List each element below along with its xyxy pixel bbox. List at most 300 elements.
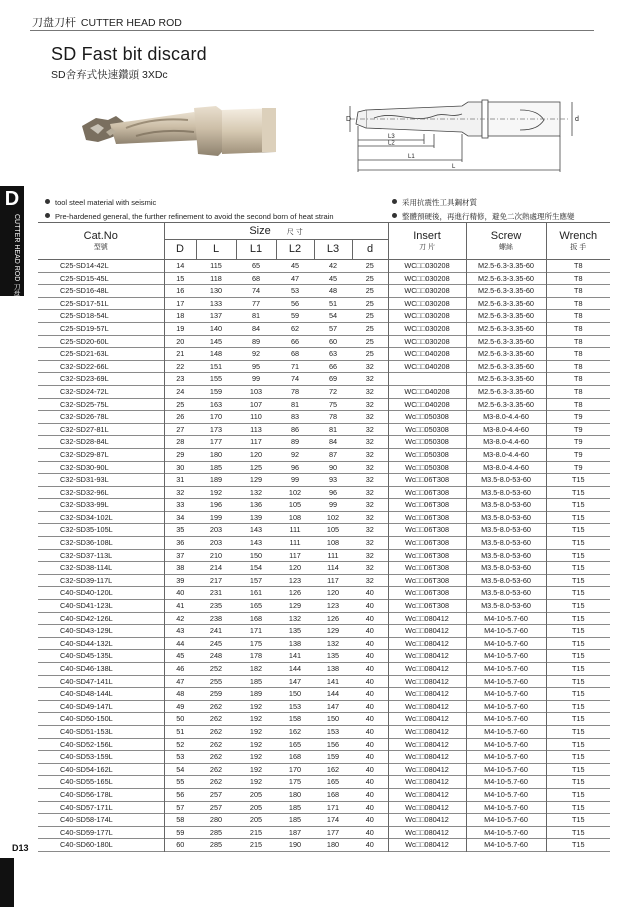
table-row	[38, 272, 610, 285]
table-row	[38, 537, 610, 550]
table-cell: M4-10-5.7-60	[466, 738, 546, 751]
table-cell: 52	[164, 738, 196, 751]
table-row	[38, 348, 610, 361]
table-cell: 23	[164, 373, 196, 386]
table-row	[38, 385, 610, 398]
table-cell: Wc□□080412	[388, 637, 466, 650]
table-cell: 54	[328, 311, 338, 321]
diagram-label-L2: L2	[388, 140, 395, 147]
table-cell: 25	[365, 273, 374, 283]
table-cell: 178	[249, 651, 263, 661]
table-cell: 111	[289, 538, 301, 548]
table-cell: Wc□□080412	[388, 801, 466, 814]
table-cell: T15	[546, 474, 610, 487]
table-cell: 192	[249, 739, 263, 749]
table-cell: 40	[365, 601, 374, 611]
table-cell: 50	[164, 713, 196, 726]
table-cell: 175	[249, 638, 263, 648]
table-cell: 81	[251, 311, 261, 321]
table-cell: T15	[546, 713, 610, 726]
table-row	[38, 461, 610, 474]
table-cell: 75	[328, 399, 338, 409]
table-cell: 162	[326, 764, 340, 774]
table-cell: 68	[290, 349, 300, 359]
table-row	[38, 562, 610, 575]
table-cell: 192	[249, 701, 263, 711]
table-cell: 150	[326, 714, 340, 724]
table-cell: T15	[546, 839, 610, 852]
table-cell: 78	[328, 412, 338, 422]
table-cell: C32-SD27-81L	[60, 424, 109, 434]
table-cell: T15	[546, 738, 610, 751]
table-row	[38, 260, 610, 273]
table-cell: C32-SD33-99L	[60, 500, 109, 510]
table-cell: 153	[326, 726, 340, 736]
table-cell: 102	[326, 512, 340, 522]
table-cell: C32-SD28-84L	[60, 437, 109, 447]
table-cell: 32	[365, 487, 374, 497]
table-cell: T15	[546, 637, 610, 650]
table-cell: 89	[251, 336, 261, 346]
table-cell: 15	[164, 272, 196, 285]
table-cell: 81	[290, 399, 300, 409]
table-cell: T15	[546, 486, 610, 499]
table-cell: 111	[289, 525, 301, 535]
table-cell: T9	[546, 411, 610, 424]
table-cell: C40-SD47-141L	[60, 676, 113, 686]
table-row	[38, 675, 610, 688]
table-cell: 126	[326, 613, 340, 623]
table-cell: M4-10-5.7-60	[466, 625, 546, 638]
table-cell: 102	[288, 487, 302, 497]
dimension-diagram	[344, 96, 594, 176]
table-cell: 74	[251, 286, 261, 296]
table-cell: 45	[328, 273, 338, 283]
table-cell: 105	[288, 500, 302, 510]
table-cell: 74	[290, 374, 300, 384]
drill-photo	[76, 104, 278, 166]
table-cell: 136	[249, 500, 263, 510]
table-cell: 259	[209, 689, 223, 699]
table-cell: T9	[546, 436, 610, 449]
table-cell: 192	[249, 777, 263, 787]
table-cell: 262	[209, 764, 223, 774]
table-cell: WC□□030208	[388, 322, 466, 335]
table-cell: 77	[251, 298, 261, 308]
table-cell: M4-10-5.7-60	[466, 688, 546, 701]
table-cell: 170	[288, 764, 302, 774]
col-header-size: Size 尺 寸	[164, 223, 388, 240]
table-cell: 141	[326, 676, 340, 686]
table-cell: 187	[288, 827, 302, 837]
page-title: SD Fast bit discard	[51, 44, 207, 64]
table-cell: M2.5-6.3-3.35-60	[466, 385, 546, 398]
table-cell: 49	[164, 700, 196, 713]
table-row	[38, 776, 610, 789]
notes-chinese	[392, 196, 575, 224]
table-cell: 241	[209, 626, 223, 636]
table-row	[38, 751, 610, 764]
table-cell: 114	[327, 563, 339, 573]
table-row	[38, 600, 610, 613]
table-cell: C32-SD23-69L	[60, 374, 109, 384]
table-cell: C25-SD14-42L	[60, 261, 109, 270]
table-cell: Wc□□06T308	[388, 474, 466, 487]
table-cell: C32-SD32-96L	[60, 487, 109, 497]
table-cell: C25-SD16-48L	[60, 286, 109, 296]
table-cell: 54	[164, 763, 196, 776]
table-cell: 83	[290, 412, 300, 422]
table-row	[38, 486, 610, 499]
table-cell: M3-8.0-4.4-60	[466, 436, 546, 449]
table-cell: 38	[164, 562, 196, 575]
table-cell: 177	[326, 827, 340, 837]
table-cell: 190	[288, 840, 302, 850]
table-cell: T9	[546, 423, 610, 436]
table-cell: 129	[288, 601, 302, 611]
table-cell: T15	[546, 751, 610, 764]
table-cell: 28	[164, 436, 196, 449]
table-cell: 125	[249, 462, 263, 472]
table-cell: T15	[546, 612, 610, 625]
table-cell: 53	[290, 286, 300, 296]
table-cell: 147	[326, 701, 340, 711]
table-cell: 60	[328, 336, 338, 346]
table-cell: M4-10-5.7-60	[466, 788, 546, 801]
table-cell: Wc□□06T308	[388, 549, 466, 562]
table-row	[38, 549, 610, 562]
table-cell: Wc□□080412	[388, 625, 466, 638]
table-cell: M4-10-5.7-60	[466, 839, 546, 852]
table-cell: Wc□□080412	[388, 763, 466, 776]
table-cell: C32-SD22-66L	[60, 361, 109, 371]
table-cell: 37	[164, 549, 196, 562]
page-number: D13	[12, 843, 29, 853]
table-cell: 126	[288, 588, 302, 598]
table-cell: 132	[249, 487, 263, 497]
table-cell: 63	[328, 349, 338, 359]
table-cell: 132	[288, 613, 302, 623]
table-cell: 157	[249, 575, 263, 585]
table-cell: 20	[164, 335, 196, 348]
table-row	[38, 738, 610, 751]
table-cell: T8	[546, 310, 610, 323]
table-cell: M2.5-6.3-3.35-60	[466, 310, 546, 323]
table-cell: T15	[546, 537, 610, 550]
note-item: Pre-hardened general, the further refinement to avoid the second born of heat strain	[45, 210, 334, 224]
table-cell: 71	[290, 361, 300, 371]
table-cell: 27	[164, 423, 196, 436]
table-cell: 231	[209, 588, 223, 598]
table-cell: WC□□040208	[388, 398, 466, 411]
table-cell: 210	[209, 550, 223, 560]
table-cell: C32-SD26-78L	[60, 412, 109, 422]
table-cell: C32-SD34-102L	[60, 512, 113, 522]
table-cell: C40-SD45-135L	[60, 651, 113, 661]
table-cell: 40	[365, 815, 374, 825]
table-cell: Wc□□06T308	[388, 486, 466, 499]
table-cell: 29	[164, 448, 196, 461]
table-cell: 137	[209, 311, 223, 321]
table-cell: 133	[209, 298, 223, 308]
table-cell: 262	[209, 701, 223, 711]
diagram-label-d: d	[575, 116, 579, 123]
table-row	[38, 700, 610, 713]
table-row	[38, 625, 610, 638]
table-cell: C40-SD50-150L	[60, 714, 113, 724]
table-cell: 32	[365, 538, 374, 548]
table-cell: T8	[546, 297, 610, 310]
table-cell: 81	[328, 424, 338, 434]
table-cell: 40	[365, 752, 374, 762]
table-cell: M4-10-5.7-60	[466, 637, 546, 650]
table-cell: 21	[164, 348, 196, 361]
table-cell: 40	[365, 726, 374, 736]
table-cell: C40-SD52-156L	[60, 739, 113, 749]
table-row	[38, 839, 610, 852]
table-cell: M4-10-5.7-60	[466, 650, 546, 663]
table-row	[38, 285, 610, 298]
table-row	[38, 499, 610, 512]
table-cell: C32-SD25-75L	[60, 399, 109, 409]
table-row	[38, 801, 610, 814]
table-cell: M4-10-5.7-60	[466, 713, 546, 726]
table-cell: T15	[546, 587, 610, 600]
table-cell: C25-SD17-51L	[60, 298, 109, 308]
col-header-insert: Insert 刀 片	[388, 223, 466, 260]
table-cell: C40-SD49-147L	[60, 701, 113, 711]
table-cell: 39	[164, 574, 196, 587]
table-cell: 51	[328, 298, 338, 308]
table-cell: T8	[546, 322, 610, 335]
table-cell: M2.5-6.3-3.35-60	[466, 297, 546, 310]
table-cell: 135	[288, 626, 302, 636]
table-cell: 262	[209, 752, 223, 762]
table-cell: 192	[209, 487, 223, 497]
table-cell: T8	[546, 348, 610, 361]
table-cell: 43	[164, 625, 196, 638]
table-cell: 154	[249, 563, 263, 573]
table-cell: 245	[209, 638, 223, 648]
table-row	[38, 335, 610, 348]
table-cell: 192	[249, 764, 263, 774]
table-cell: 51	[164, 725, 196, 738]
table-cell: 103	[249, 386, 263, 396]
header-english: CUTTER HEAD ROD	[80, 17, 182, 29]
table-cell: WC□□040208	[388, 360, 466, 373]
note-item: tool steel material with seismic	[45, 196, 334, 210]
table-cell: T15	[546, 600, 610, 613]
table-cell: 32	[365, 424, 374, 434]
table-cell: 129	[326, 626, 340, 636]
table-cell: WC□□030208	[388, 335, 466, 348]
table-cell: Wc□□080412	[388, 713, 466, 726]
col-header-L: L	[196, 240, 236, 260]
table-cell: T15	[546, 574, 610, 587]
table-cell: Wc□□080412	[388, 675, 466, 688]
table-row	[38, 474, 610, 487]
table-cell: T15	[546, 700, 610, 713]
table-cell: 214	[209, 563, 223, 573]
table-cell: Wc□□080412	[388, 826, 466, 839]
table-cell: C32-SD29-87L	[60, 449, 109, 459]
table-cell: 42	[164, 612, 196, 625]
table-cell: M3.5-8.0-53-60	[466, 600, 546, 613]
table-cell: C32-SD39-117L	[60, 575, 113, 585]
table-row	[38, 511, 610, 524]
col-header-D: D	[164, 240, 196, 260]
table-cell: 92	[290, 449, 300, 459]
table-cell: 168	[326, 789, 340, 799]
table-cell: T8	[546, 335, 610, 348]
table-cell: M3.5-8.0-53-60	[466, 574, 546, 587]
table-cell: 65	[251, 261, 261, 270]
table-cell: 32	[365, 512, 374, 522]
table-cell: 32	[365, 500, 374, 510]
table-cell: 36	[164, 537, 196, 550]
table-row	[38, 763, 610, 776]
table-cell: Wc□□080412	[388, 612, 466, 625]
table-cell: 86	[290, 424, 300, 434]
table-cell: 72	[328, 386, 338, 396]
table-cell: 32	[365, 550, 374, 560]
bullet-icon	[45, 199, 50, 204]
table-cell: 140	[209, 323, 223, 333]
table-cell: T15	[546, 675, 610, 688]
col-header-d: d	[352, 240, 388, 260]
table-cell: 32	[365, 399, 374, 409]
table-cell: 156	[326, 739, 340, 749]
table-cell: T8	[546, 373, 610, 386]
table-row	[38, 448, 610, 461]
col-header-wrench: Wrench 扳 手	[546, 223, 610, 260]
table-cell: 155	[209, 374, 223, 384]
table-cell: 248	[209, 651, 223, 661]
table-cell: C40-SD57-171L	[60, 802, 113, 812]
table-cell: 153	[288, 701, 302, 711]
col-header-L2: L2	[276, 240, 314, 260]
table-cell: 69	[328, 374, 338, 384]
table-cell: 150	[288, 689, 302, 699]
table-cell: 199	[209, 512, 223, 522]
table-cell: 40	[365, 777, 374, 787]
table-cell: M3.5-8.0-53-60	[466, 562, 546, 575]
table-cell: 205	[249, 815, 263, 825]
table-cell: 203	[209, 525, 223, 535]
table-cell: 66	[290, 336, 300, 346]
table-cell: 90	[328, 462, 338, 472]
table-cell: C40-SD54-162L	[60, 764, 113, 774]
table-cell: Wc□□06T308	[388, 499, 466, 512]
table-row	[38, 612, 610, 625]
table-cell: 108	[288, 512, 302, 522]
table-cell: 40	[365, 638, 374, 648]
table-cell: 99	[328, 500, 338, 510]
table-cell: T8	[546, 260, 610, 273]
table-cell: 33	[164, 499, 196, 512]
table-cell: 60	[164, 839, 196, 852]
table-cell: 40	[365, 689, 374, 699]
table-cell: 40	[365, 789, 374, 799]
table-cell: 165	[326, 777, 340, 787]
table-row	[38, 436, 610, 449]
table-cell: C40-SD60-180L	[60, 840, 113, 850]
table-cell: 180	[326, 840, 340, 850]
bullet-icon	[392, 199, 397, 204]
table-cell: Wc□□050308	[388, 411, 466, 424]
table-cell: 180	[288, 789, 302, 799]
page-subtitle: SD舍弃式快速鑽頭 3XDc	[51, 69, 168, 81]
table-cell: C32-SD36-108L	[60, 538, 113, 548]
table-cell: C40-SD44-132L	[60, 638, 113, 648]
table-cell: 138	[288, 638, 302, 648]
table-cell: 118	[210, 273, 222, 283]
table-cell: 47	[290, 273, 300, 283]
table-cell: Wc□□080412	[388, 839, 466, 852]
table-cell: WC□□040208	[388, 385, 466, 398]
table-body	[38, 260, 610, 852]
bullet-icon	[392, 213, 397, 218]
section-tab	[0, 186, 24, 312]
table-cell: 252	[209, 664, 223, 673]
table-cell: 141	[288, 651, 302, 661]
table-cell: C40-SD42-126L	[60, 613, 113, 623]
table-cell: 25	[365, 323, 374, 333]
table-cell: 185	[209, 462, 223, 472]
note-item: 整體預硬後，再進行精修，避免二次熱處理所生應變	[392, 210, 575, 224]
table-row	[38, 360, 610, 373]
diagram-label-D: D	[346, 116, 352, 123]
diagram-label-L3: L3	[388, 134, 395, 140]
table-cell: M3.5-8.0-53-60	[466, 549, 546, 562]
table-cell: 135	[326, 651, 340, 661]
table-cell: 24	[164, 385, 196, 398]
table-cell: 144	[288, 664, 302, 673]
header-chinese: 刀盘刀杆	[32, 17, 76, 29]
table-cell: 14	[164, 260, 196, 273]
page-header	[32, 14, 182, 30]
table-cell: Wc□□080412	[388, 814, 466, 827]
table-cell: 158	[288, 714, 302, 724]
table-cell: M2.5-6.3-3.35-60	[466, 260, 546, 273]
table-cell: 143	[249, 538, 263, 548]
table-cell: 62	[290, 323, 300, 333]
table-cell: Wc□□080412	[388, 725, 466, 738]
table-cell: 19	[164, 322, 196, 335]
table-cell: 182	[249, 664, 263, 673]
table-cell: T15	[546, 562, 610, 575]
table-cell: 40	[365, 827, 374, 837]
table-cell: 215	[249, 840, 263, 850]
table-cell: C32-SD35-105L	[60, 525, 113, 535]
table-cell: 47	[164, 675, 196, 688]
table-cell: 48	[328, 286, 338, 296]
table-cell: T15	[546, 725, 610, 738]
table-row	[38, 398, 610, 411]
table-cell: 159	[326, 752, 340, 762]
table-cell: 185	[288, 815, 302, 825]
table-cell: Wc□□06T308	[388, 587, 466, 600]
table-cell: 168	[249, 613, 263, 623]
table-cell: T15	[546, 663, 610, 676]
table-cell: 32	[365, 575, 374, 585]
table-row	[38, 587, 610, 600]
table-row	[38, 663, 610, 676]
table-cell: 92	[251, 349, 261, 359]
table-cell: C40-SD53-159L	[60, 752, 113, 762]
table-cell: T15	[546, 814, 610, 827]
table-row	[38, 524, 610, 537]
